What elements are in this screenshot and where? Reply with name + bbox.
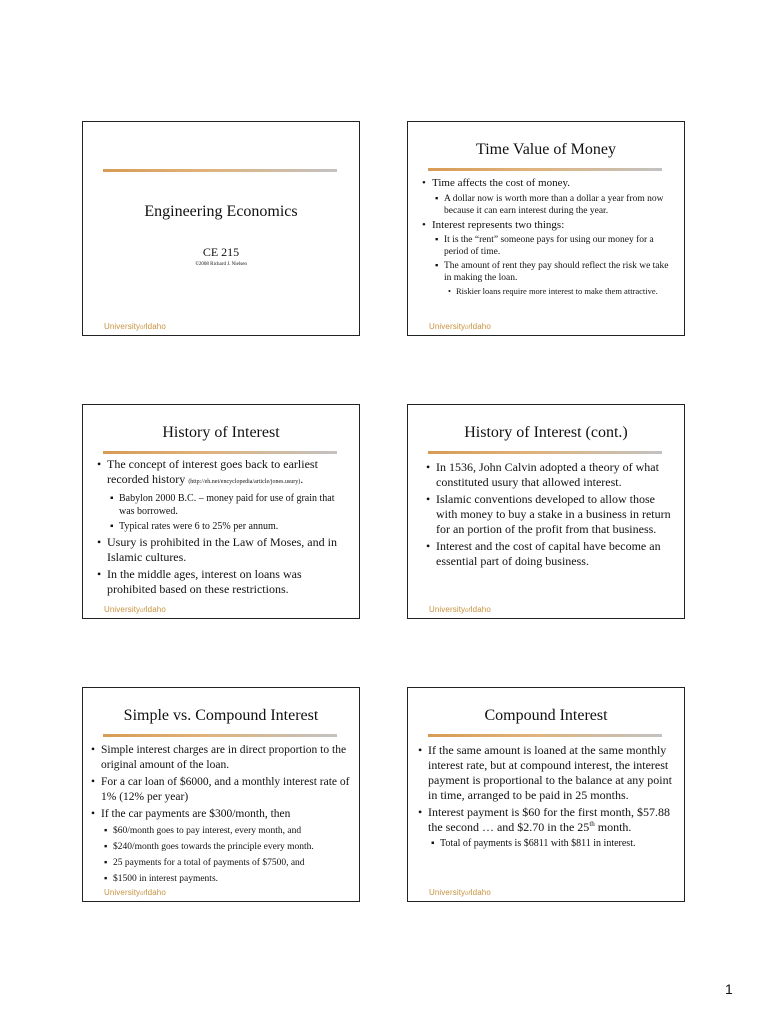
university-of-idaho-logo: UniversityofIdaho [429,888,491,897]
sub-bullet: ▪ Typical rates were 6 to 25% per annum. [91,520,351,533]
university-of-idaho-logo: UniversityofIdaho [104,605,166,614]
page-number: 1 [725,981,733,997]
slide-title: Engineering Economics [144,203,298,220]
bullet: • In 1536, John Calvin adopted a theory of what constituted usury that allowed interest. [420,460,676,490]
title-rule [103,734,337,737]
slide-engineering-economics [82,121,360,336]
title-rule [103,451,337,454]
sub-bullet: ▪ Total of payments is $6811 with $811 in interest. [412,837,676,850]
slide-body [412,743,676,852]
university-of-idaho-logo: UniversityofIdaho [104,888,166,897]
sub-bullet: ▪ A dollar now is worth more than a dollar a year from now because it can earn interest during the year. [416,193,676,217]
bullet: • Time affects the cost of money. [416,177,676,191]
slide-time-value-of-money [407,121,685,336]
bullet: • Simple interest charges are in direct proportion to the original amount of the loan. [85,743,355,773]
sub-bullet: ▪ The amount of rent they pay should reflect the risk we take in making the loan. [416,260,676,284]
sub-bullet: ▪ It is the “rent” someone pays for using our money for a period of time. [416,234,676,258]
university-of-idaho-logo: UniversityofIdaho [104,322,166,331]
slide-title: Compound Interest [484,707,608,724]
bullet: • Interest represents two things: [416,219,676,233]
slide-simple-vs-compound-interest [82,687,360,902]
course-code: CE 215 [202,245,240,259]
slide-title: Simple vs. Compound Interest [123,707,319,724]
slide-body [91,457,351,599]
bullet: • If the same amount is loaned at the same monthly interest rate, but at compound interest, the interest payment is proportional to the balance at any point in time, arranged to be paid in 25 months. [412,743,676,803]
slide-title: Time Value of Money [476,141,616,158]
slide-body [85,743,355,888]
bullet: • Islamic conventions developed to allow those with money to buy a stake in a business in return for an portion of the profit from that business. [420,492,676,537]
bullet: • For a car loan of $6000, and a monthly interest rate of 1% (12% per year) [85,775,355,805]
bullet: • In the middle ages, interest on loans was prohibited based on these restrictions. [91,567,351,597]
copyright-notice: ©2008 Richard J. Nielsen [195,262,247,267]
title-rule [428,168,662,171]
bullet: • Interest and the cost of capital have become an essential part of doing business. [420,539,676,569]
slide-body [416,177,676,297]
slide-title: History of Interest [162,424,280,441]
university-of-idaho-logo: UniversityofIdaho [429,322,491,331]
slide-title: History of Interest (cont.) [464,424,628,441]
bullet: • Interest payment is $60 for the first month, $57.88 the second … and $2.70 in the 25th month. [412,805,676,835]
slide-body [420,460,676,571]
title-rule [428,734,662,737]
university-of-idaho-logo: UniversityofIdaho [429,605,491,614]
sub-bullet: ▪ $1500 in interest payments. [85,872,355,886]
slide-history-of-interest [82,404,360,619]
slide-history-of-interest-cont [407,404,685,619]
bullet: • If the car payments are $300/month, then [85,807,355,822]
sub-sub-bullet: • Riskier loans require more interest to make them attractive. [416,286,676,297]
bullet: • The concept of interest goes back to earliest recorded history (http://eh.net/encyclopedia/article/jones.usury). [91,457,351,490]
source-url: (http://eh.net/encyclopedia/article/jones.usury) [188,479,301,485]
title-rule [428,451,662,454]
bullet: • Usury is prohibited in the Law of Moses, and in Islamic cultures. [91,535,351,565]
sub-bullet: ▪ $240/month goes towards the principle every month. [85,840,355,854]
slide-compound-interest [407,687,685,902]
sub-bullet: ▪ 25 payments for a total of payments of $7500, and [85,856,355,870]
sub-bullet: ▪ $60/month goes to pay interest, every month, and [85,824,355,838]
sub-bullet: ▪ Babylon 2000 B.C. – money paid for use of grain that was borrowed. [91,492,351,518]
title-rule [103,169,337,172]
